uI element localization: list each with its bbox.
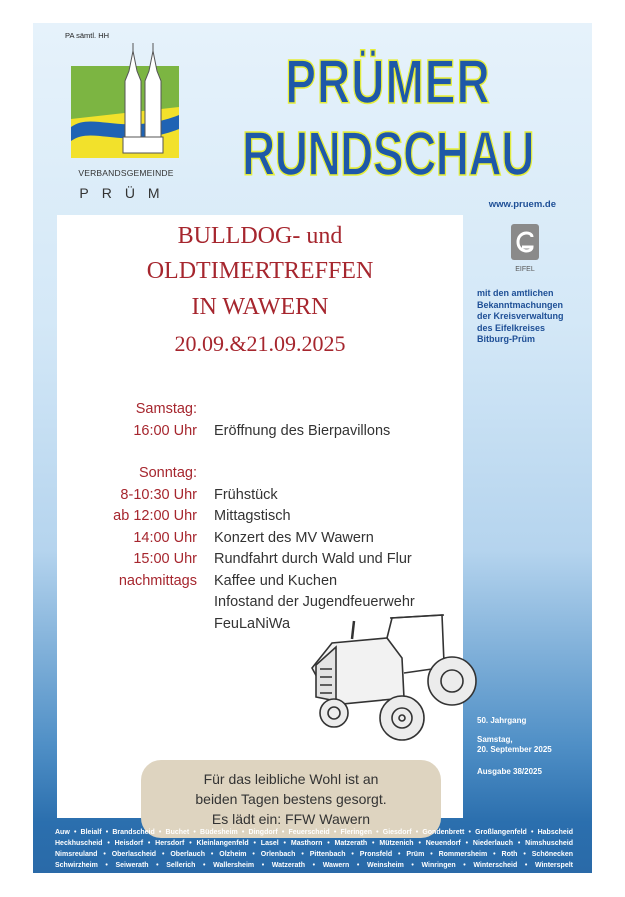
masthead-title-line2: RUNDSCHAU	[242, 118, 534, 189]
issue-date: 20. September 2025	[477, 745, 552, 754]
vg-label: VERBANDSGEMEINDE	[78, 168, 174, 178]
newspaper-cover	[33, 23, 592, 873]
issue-ausgabe: Ausgabe 38/2025	[477, 767, 542, 776]
eifel-logo-icon	[510, 223, 540, 275]
eifel-label: EIFEL	[515, 266, 535, 273]
schedule-time: ab 12:00 Uhr	[113, 508, 197, 524]
schedule-event: Frühstück	[214, 486, 278, 503]
schedule-event: Infostand der Jugendfeuerwehr	[214, 594, 415, 610]
event-dates: 20.09.&21.09.2025	[174, 331, 346, 356]
issue-jahrgang: 50. Jahrgang	[477, 716, 527, 725]
schedule-time: 14:00 Uhr	[133, 529, 197, 546]
town-list-line: Heckhuscheid • Heisdorf • Hersdorf • Kleinlangenfeld • Lasel • Masthorn • Matzerath • Mützenich • Neuendorf • Niederlauch • Nimshuscheid	[55, 840, 573, 847]
vg-prum-label: PRÜM	[79, 185, 173, 201]
town-list-line: Nimsreuland • Oberlascheid • Oberlauch • Olzheim • Orlenbach • Pittenbach • Pronsfeld • Prüm • Rommersheim • Roth • Schönecken	[55, 851, 573, 858]
sunday-label: Sonntag:	[138, 465, 197, 481]
verbandsgemeinde-logo	[63, 41, 183, 166]
schedule-event: Eröffnung des Bierpavillons	[214, 422, 391, 439]
schedule-event: Kaffee und Kuchen	[214, 572, 338, 589]
schedule-event: Konzert des MV Wawern	[214, 529, 374, 546]
website-link[interactable]: www.pruem.de	[488, 199, 556, 210]
schedule-time: nachmittags	[118, 572, 197, 589]
schedule-event: Mittagstisch	[214, 508, 291, 524]
tractor-illustration-icon	[292, 613, 477, 748]
event-headline-line2: OLDTIMERTREFFEN	[146, 258, 374, 284]
catering-note-box: Für das leibliche Wohl ist an beiden Tagen bestens gesorgt. Es lädt ein: FFW Wawern	[141, 760, 441, 838]
town-list	[55, 827, 573, 871]
town-list-line: Schwirzheim • Seiwerath • Sellerich • Wallersheim • Watzerath • Wawern • Weinsheim • Winringen • Winterscheid • Winterspelt	[55, 862, 573, 869]
masthead-title-line1: PRÜMER	[285, 46, 491, 117]
issue-day: Samstag,	[477, 735, 513, 744]
pa-note: PA sämtl. HH	[65, 31, 110, 40]
schedule-time: 8-10:30 Uhr	[120, 486, 197, 503]
schedule-events	[214, 399, 474, 635]
saturday-label: Samstag:	[135, 401, 197, 417]
schedule-time: 15:00 Uhr	[133, 551, 197, 567]
event-flyer	[57, 215, 463, 827]
schedule-times	[67, 399, 197, 592]
schedule-event: FeuLaNiWa	[214, 615, 291, 632]
town-list-line: Auw • Bleialf • Brandscheid • Buchet • Büdesheim • Dingdorf • Feuerscheid • Fleringen • Giesdorf • Gondenbrett • Großlangenfeld • Habscheid	[55, 829, 573, 836]
schedule-time: 16:00 Uhr	[133, 422, 197, 439]
event-headline-line1: BULLDOG- und	[177, 223, 343, 249]
event-headline-line3: IN WAWERN	[191, 294, 329, 320]
official-notices-note: mit den amtlichen Bekanntmachungen der Kreisverwaltung des Eifelkreises Bitburg-Prüm	[477, 288, 564, 344]
schedule-event: Rundfahrt durch Wald und Flur	[214, 551, 412, 567]
